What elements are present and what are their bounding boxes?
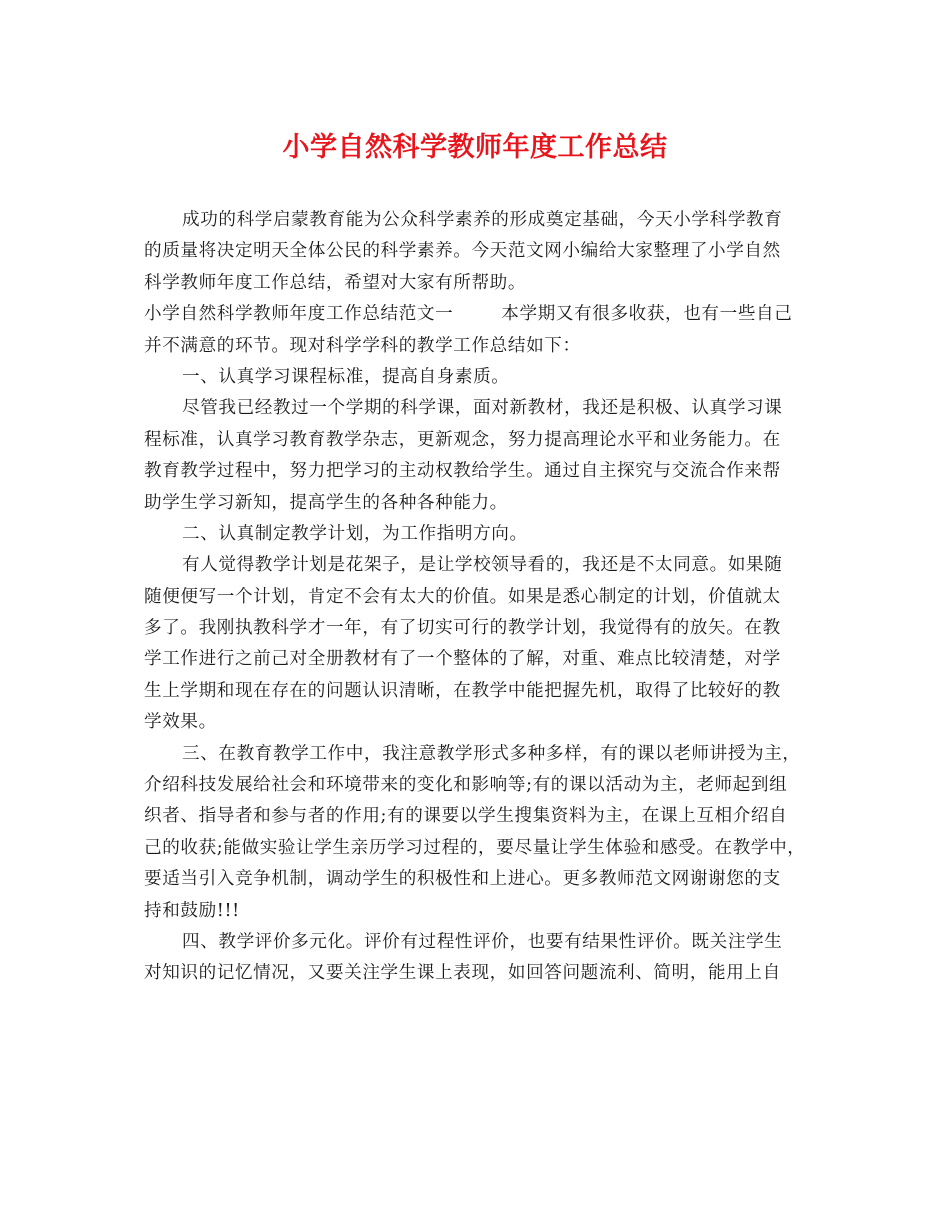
paragraph-line: 三、在教育教学工作中，我注意教学形式多种多样，有的课以老师讲授为主， bbox=[182, 743, 801, 764]
paragraph-line: 学工作进行之前己对全册教材有了一个整体的了解，对重、难点比较清楚，对学 bbox=[144, 649, 781, 670]
paragraph-line: 尽管我已经教过一个学期的科学课，面对新教材，我还是积极、认真学习课 bbox=[182, 398, 783, 419]
paragraph-line: 对知识的记忆情况，又要关注学生课上表现，如回答问题流利、简明，能用上自 bbox=[144, 963, 781, 984]
paragraph-line: 助学生学习新知，提高学生的各种各种能力。 bbox=[144, 492, 508, 513]
paragraph-line: 己的收获;能做实验让学生亲历学习过程的，要尽量让学生体验和感受。在教学中， bbox=[144, 837, 806, 858]
paragraph-line: 有人觉得教学计划是花架子，是让学校领导看的，我还是不太同意。如果随 bbox=[182, 555, 783, 576]
paragraph-line: 科学教师年度工作总结，希望对大家有所帮助。 bbox=[144, 272, 527, 293]
paragraph-line: 多了。我刚执教科学才一年，有了切实可行的教学计划，我觉得有的放矢。在教 bbox=[144, 618, 781, 639]
paragraph-line: 教育教学过程中，努力把学习的主动权教给学生。通过自主探究与交流合作来帮 bbox=[144, 461, 781, 482]
paragraph-line: 持和鼓励!!! bbox=[144, 900, 240, 921]
paragraph-line: 生上学期和现在存在的问题认识清晰，在教学中能把握先机，取得了比较好的教 bbox=[144, 680, 781, 701]
paragraph-line: 要适当引入竞争机制，调动学生的积极性和上进心。更多教师范文网谢谢您的支 bbox=[144, 869, 781, 890]
paragraph-line: 四、教学评价多元化。评价有过程性评价，也要有结果性评价。既关注学生 bbox=[182, 931, 783, 952]
paragraph-line: 介绍科技发展给社会和环境带来的变化和影响等;有的课以活动为主，老师起到组 bbox=[144, 775, 788, 796]
paragraph-line: 程标准，认真学习教育教学杂志，更新观念，努力提高理论水平和业务能力。在 bbox=[144, 429, 781, 450]
paragraph-line: 学效果。 bbox=[144, 712, 217, 733]
paragraph-line: 随便便写一个计划，肯定不会有太大的价值。如果是悉心制定的计划，价值就太 bbox=[144, 586, 781, 607]
document-title: 小学自然科学教师年度工作总结 bbox=[282, 132, 668, 163]
section-heading: 一、认真学习课程标准，提高自身素质。 bbox=[182, 366, 510, 387]
document-body bbox=[144, 205, 809, 990]
paragraph-text: 本学期又有很多收获，也有一些自己 bbox=[501, 304, 793, 325]
paragraph-line: 的质量将决定明天全体公民的科学素养。今天范文网小编给大家整理了小学自然 bbox=[144, 241, 781, 262]
paragraph-line-with-heading bbox=[144, 299, 809, 330]
section-heading: 二、认真制定教学计划，为工作指明方向。 bbox=[182, 523, 528, 544]
sample-heading: 小学自然科学教师年度工作总结范文一 bbox=[144, 304, 454, 325]
paragraph-line: 织者、指导者和参与者的作用;有的课要以学生搜集资料为主，在课上互相介绍自 bbox=[144, 806, 788, 827]
paragraph-line: 成功的科学启蒙教育能为公众科学素养的形成奠定基础，今天小学科学教育 bbox=[182, 210, 783, 230]
paragraph-line: 并不满意的环节。现对科学学科的教学工作总结如下： bbox=[144, 335, 581, 356]
